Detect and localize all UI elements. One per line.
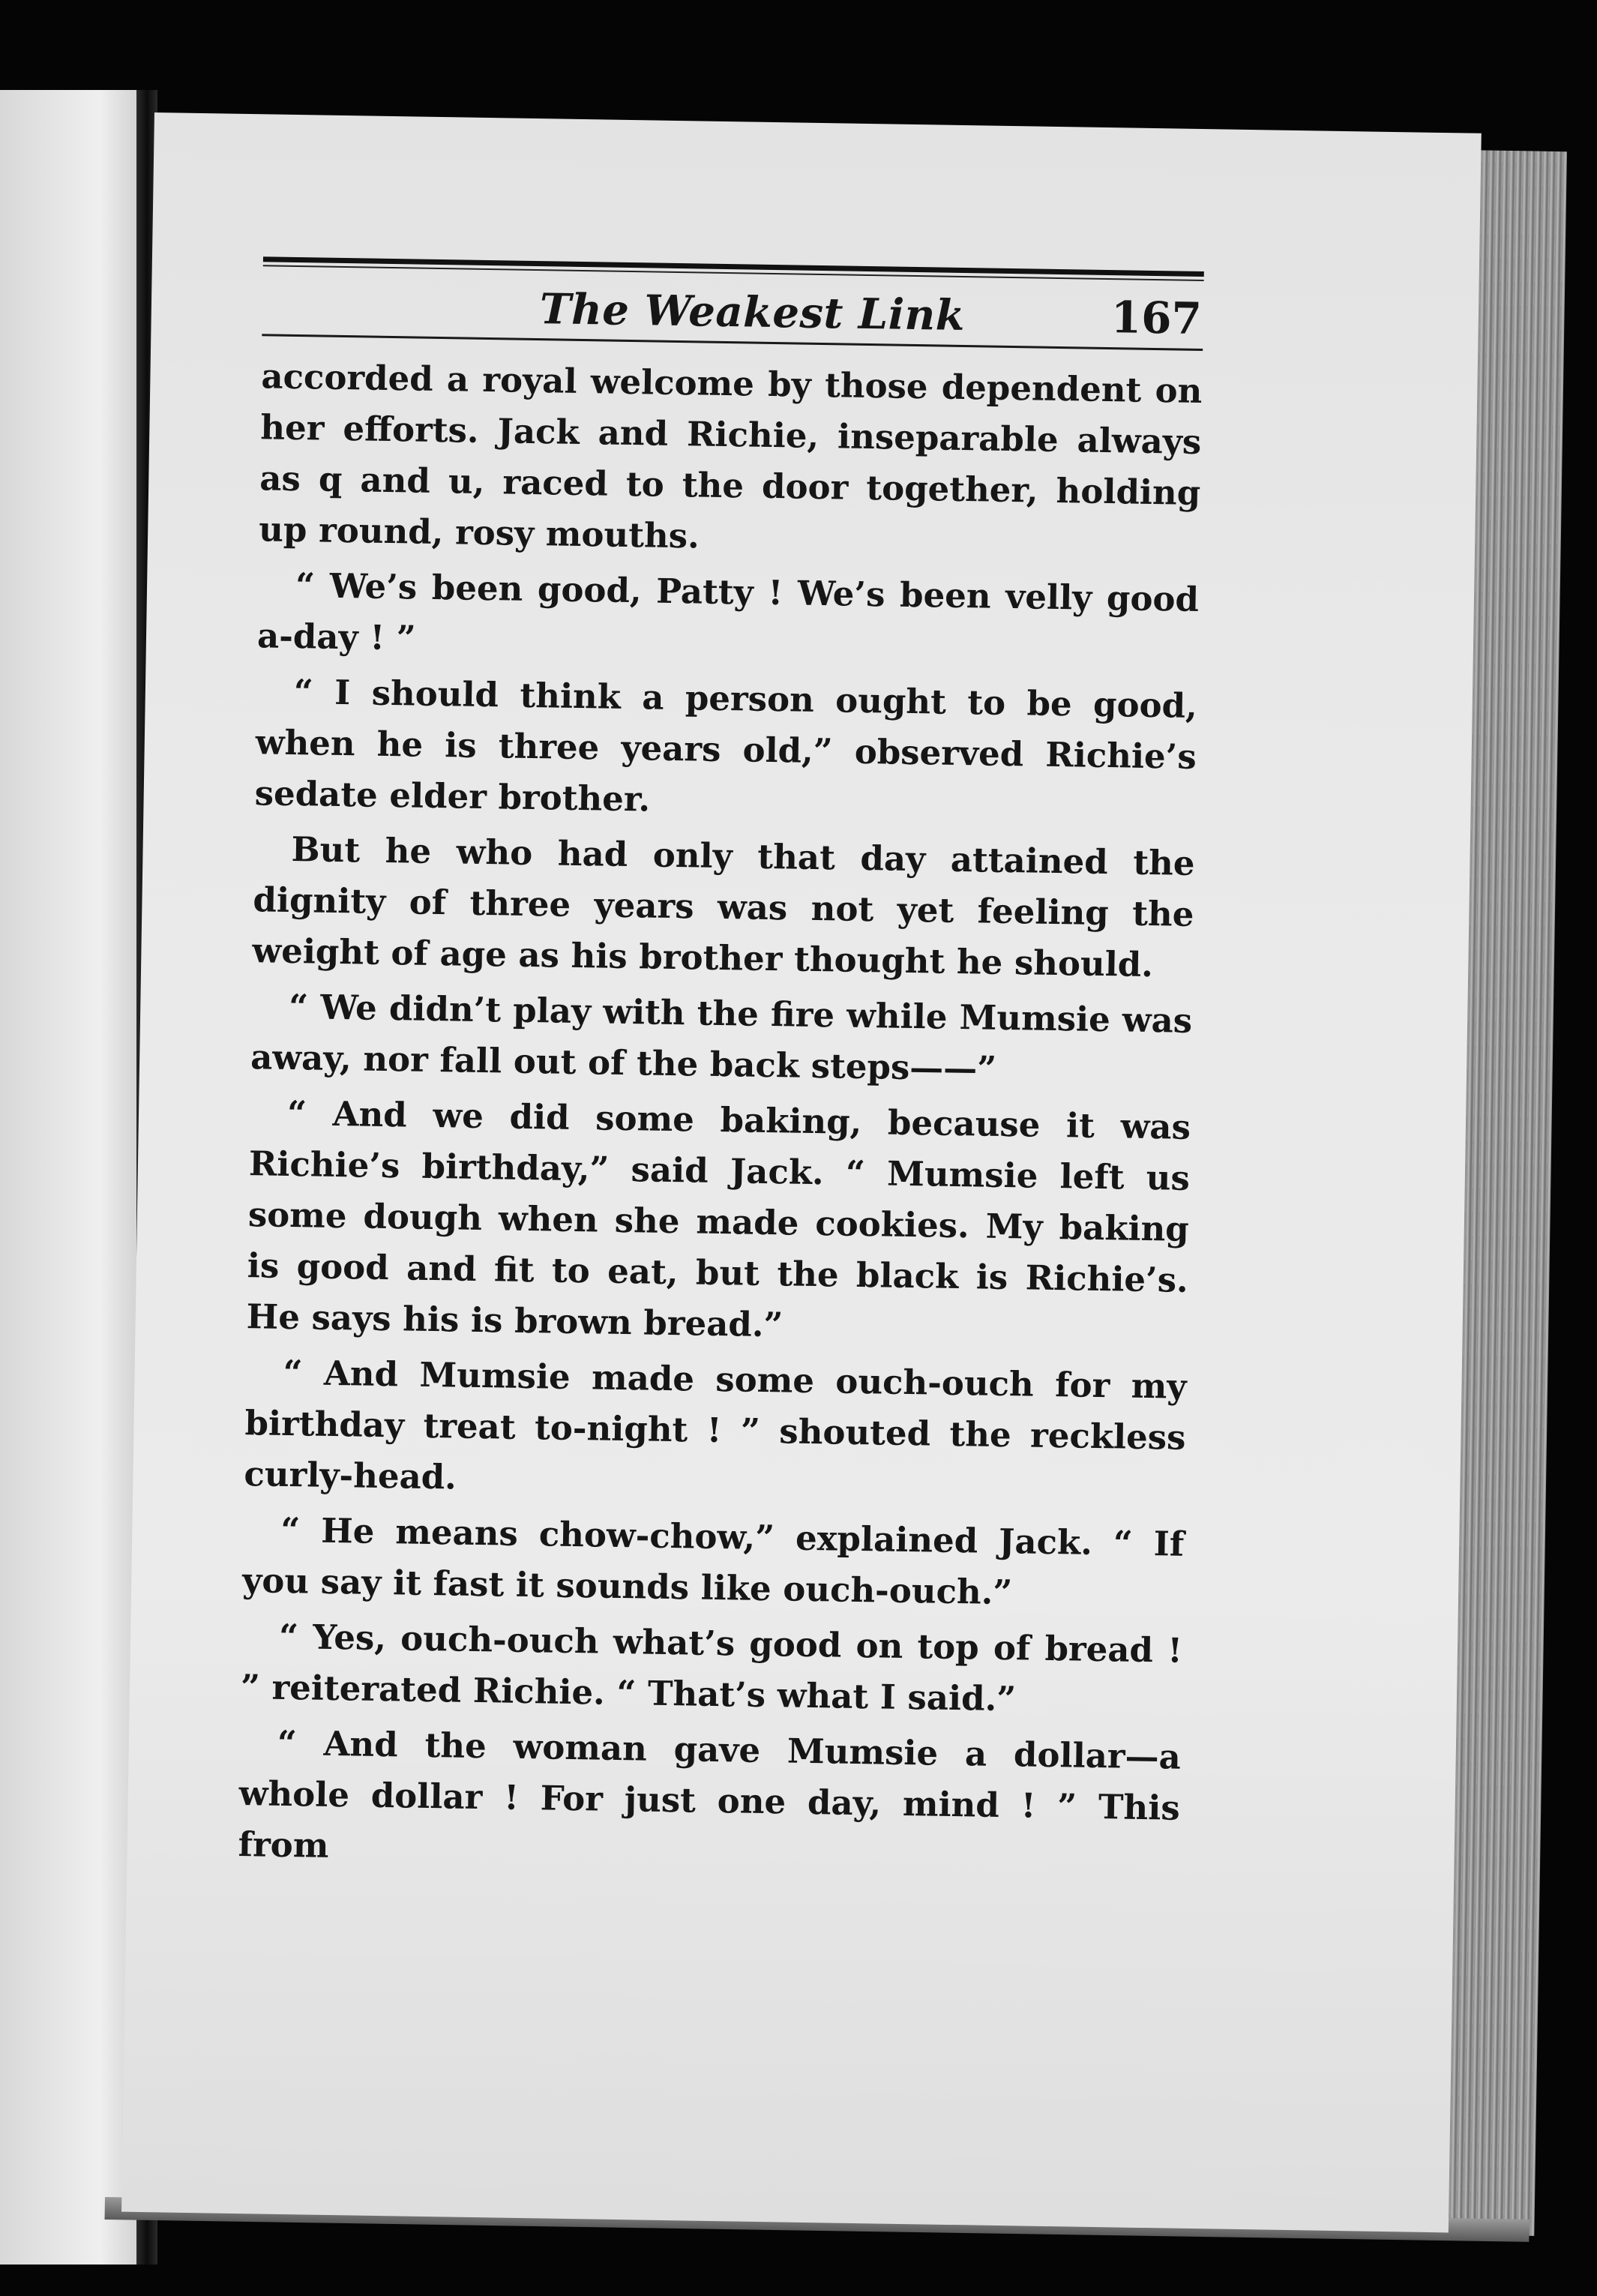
page-text-block [238, 256, 1204, 1889]
running-head [262, 266, 1203, 351]
book-page [121, 112, 1482, 2232]
running-head-title: The Weakest Link [539, 284, 966, 341]
paragraph: “ And we did some baking, because it was Richie’s birthday,” said Jack. “ Mumsie left us some dough when she made cookies. My baking is good and fit to eat, but the black is Richie’s. He says his is brown bread.” [246, 1093, 1191, 1345]
paragraph: “ I should think a person ought to be good, when he is three years old,” observed Richie’s sedate elder brother. [254, 672, 1198, 820]
paragraph: accorded a royal welcome by those dependent on her efforts. Jack and Richie, inseparable always as q and u, raced to the door together, holding up round, rosy mouths. [258, 356, 1203, 556]
body-text [238, 351, 1203, 1884]
paragraph: “ Yes, ouch-ouch what’s good on top of bread ! ” reiterated Richie. “ That’s what I said.” [240, 1616, 1183, 1719]
page-number: 167 [1110, 292, 1203, 344]
previous-page-edge [0, 90, 142, 2265]
paragraph: “ And Mumsie made some ouch-ouch for my birthday treat to-night ! ” shouted the reckless curly-head. [244, 1352, 1187, 1497]
paragraph: “ We’s been good, Patty ! We’s been velly good a-day ! ” [256, 565, 1200, 658]
paragraph: “ And the woman gave Mumsie a dollar—a whole dollar ! For just one day, mind ! ” This from [238, 1722, 1182, 1866]
paragraph: But he who had only that day attained the dignity of three years was not yet feeling the weight of age as his brother thought he should. [252, 829, 1195, 985]
paragraph: “ He means chow-chow,” explained Jack. “ If you say it fast it sounds like ouch-ouch.” [241, 1509, 1185, 1613]
paragraph: “ We didn’t play with the fire while Mumsie was away, nor fall out of the back steps——” [250, 986, 1193, 1089]
